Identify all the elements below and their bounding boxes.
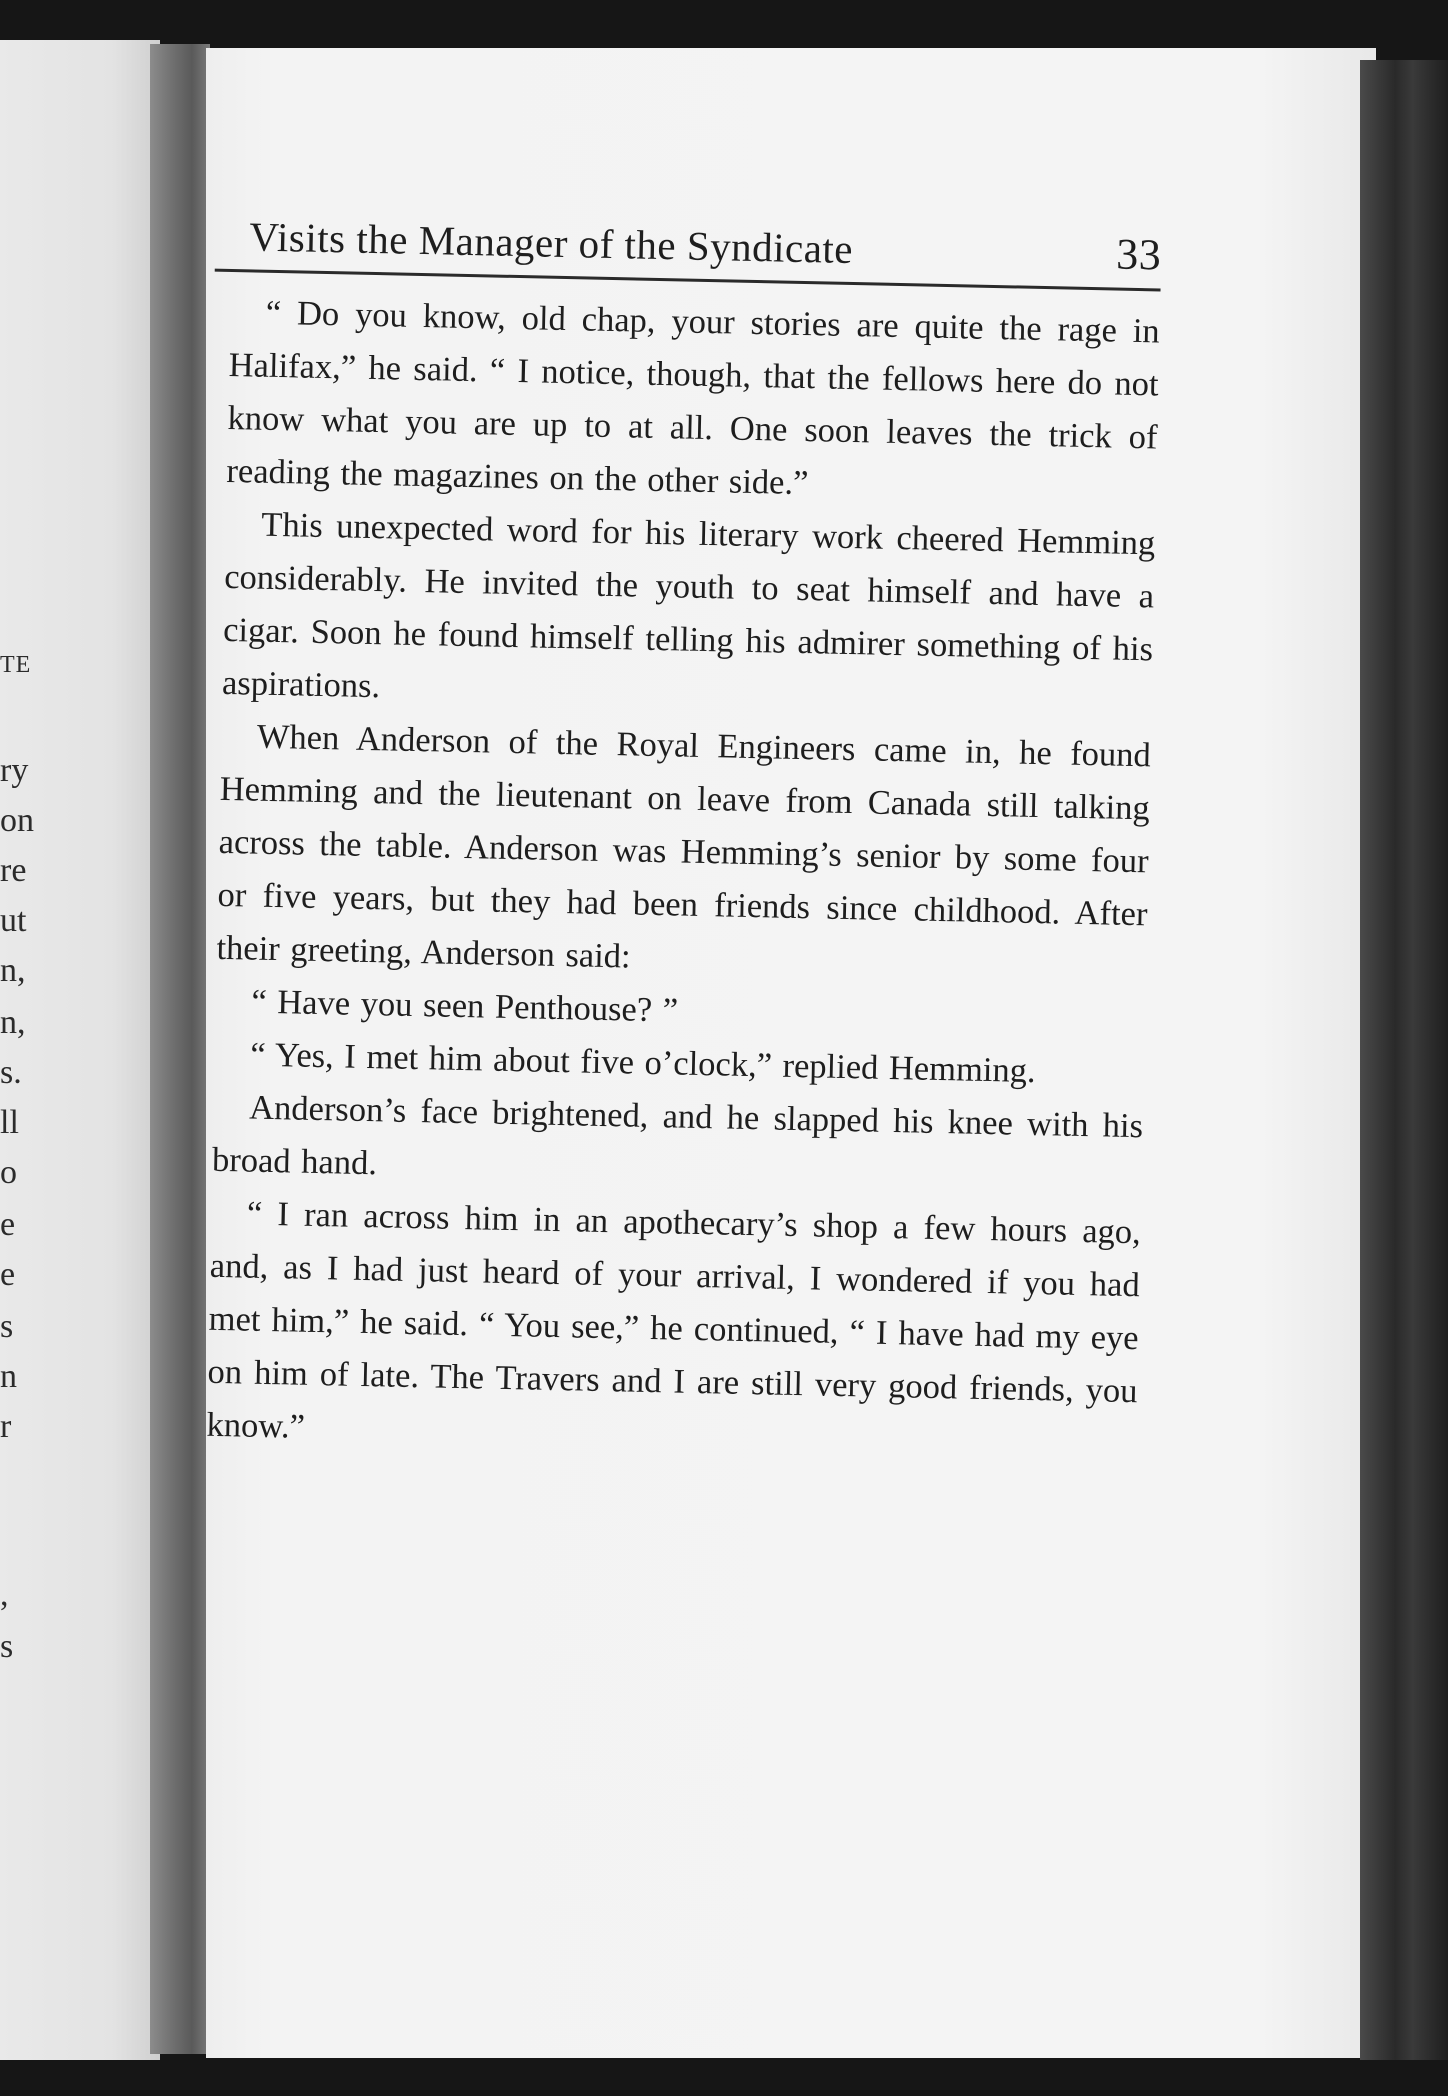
running-head-title: Visits the Manager of the Syndicate <box>248 213 854 273</box>
facing-page-line-fragment: ll <box>0 1104 19 1141</box>
facing-page-line-fragment: s <box>0 1628 14 1665</box>
paragraph: “ Have you seen Penthouse? ” <box>251 982 679 1030</box>
paragraph: “ Do you know, old chap, your stories are quite the rage in Halifax,” he said. “ I notice, though, that the fellows here do not know what you are up to at all. One soon leaves the trick of reading the magazines on the other side.” <box>226 293 1161 503</box>
facing-page-line-fragment: s. <box>0 1054 22 1091</box>
facing-page-line-fragment: o <box>0 1154 17 1191</box>
paragraph: When Anderson of the Royal Engineers came in, he found Hemming and the lieutenant on leave from Canada still talking across the table. Anderson was Hemming’s senior by some four or five years, but they had been friends since childhood. After their greeting, Anderson said: <box>216 717 1152 976</box>
facing-page-line-fragment: ry <box>0 752 29 789</box>
facing-page-line-fragment: s <box>0 1308 14 1345</box>
page-number: 33 <box>1115 229 1162 280</box>
facing-page-line-fragment: n, <box>0 1004 26 1041</box>
facing-page-line-fragment: e <box>0 1256 16 1293</box>
facing-page-line-fragment: re <box>0 852 27 889</box>
paragraph: “ I ran across him in an apothecary’s shop a few hours ago, and, as I had just heard of your arrival, I wondered if you had met him,” he said. “ You see,” he continued, “ I have had my eye on him of late. The Travers and I are still very good friends, you know.” <box>206 1194 1142 1446</box>
body-text <box>206 286 1160 1471</box>
book-gutter-shadow <box>150 44 210 2054</box>
facing-page-line-fragment: n, <box>0 952 26 989</box>
facing-page-line-fragment: on <box>0 802 34 839</box>
paragraph: This unexpected word for his literary work cheered Hemming considerably. He invited the youth to seat himself and have a cigar. Soon he found himself telling his admirer something of his aspirations. <box>221 505 1156 706</box>
page-content <box>206 210 1162 1471</box>
facing-page <box>0 40 160 2060</box>
facing-page-line-fragment: n <box>0 1358 17 1395</box>
facing-page-line-fragment: r <box>0 1408 12 1445</box>
paragraph: Anderson’s face brightened, and he slapped his knee with his broad hand. <box>211 1088 1144 1183</box>
facing-page-line-fragment: ut <box>0 902 27 939</box>
facing-page-header-fragment: TE <box>0 652 32 678</box>
facing-page-line-fragment: e <box>0 1206 16 1243</box>
page-edge-shadow <box>1360 60 1448 2060</box>
paragraph: “ Yes, I met him about five o’clock,” replied Hemming. <box>249 1035 1036 1091</box>
facing-page-line-fragment: , <box>0 1576 9 1613</box>
